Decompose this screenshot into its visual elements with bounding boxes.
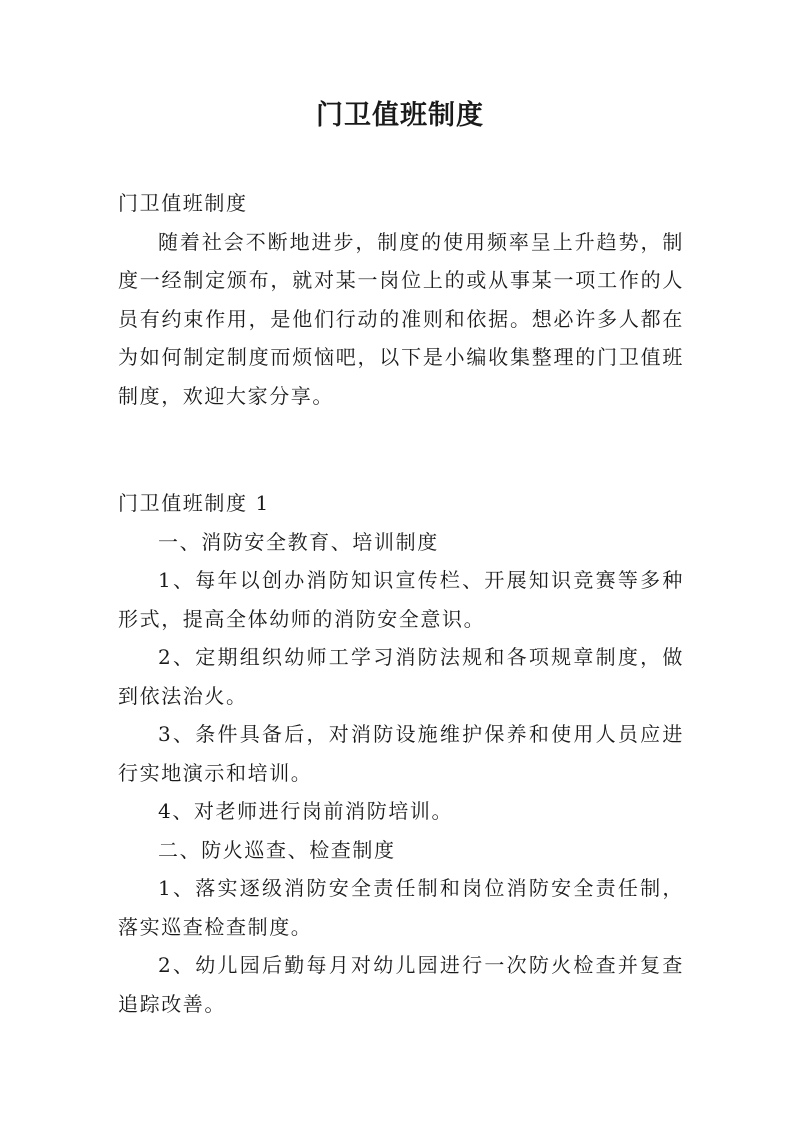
document-title: 门卫值班制度 <box>316 100 484 131</box>
list-item: 4、对老师进行岗前消防培训。 <box>158 799 454 823</box>
intro-section <box>118 184 684 415</box>
intro-heading: 门卫值班制度 <box>118 191 248 215</box>
section-heading: 门卫值班制度 1 <box>118 491 270 515</box>
section-1 <box>118 484 684 1023</box>
subsection-heading: 一、消防安全教育、培训制度 <box>158 529 439 554</box>
list-item: 2、幼儿园后勤每月对幼儿园进行一次防火检查并复查追踪改善。 <box>118 953 684 1016</box>
list-item: 3、条件具备后，对消防设施维护保养和使用人员应进行实地演示和培训。 <box>118 722 684 785</box>
intro-paragraph: 随着社会不断地进步，制度的使用频率呈上升趋势，制度一经制定颁布，就对某一岗位上的或从事某一项工作的人员有约束作用，是他们行动的准则和依据。想必许多人都在为如何制定制度而烦恼吧，以下是小编收集整理的门卫值班制度，欢迎大家分享。 <box>118 229 684 408</box>
list-item: 1、落实逐级消防安全责任制和岗位消防安全责任制，落实巡查检查制度。 <box>118 876 684 939</box>
subsection-heading: 二、防火巡查、检查制度 <box>158 837 396 862</box>
list-item: 1、每年以创办消防知识宣传栏、开展知识竞赛等多种形式，提高全体幼师的消防安全意识。 <box>118 568 684 631</box>
list-item: 2、定期组织幼师工学习消防法规和各项规章制度，做到依法治火。 <box>118 645 684 708</box>
